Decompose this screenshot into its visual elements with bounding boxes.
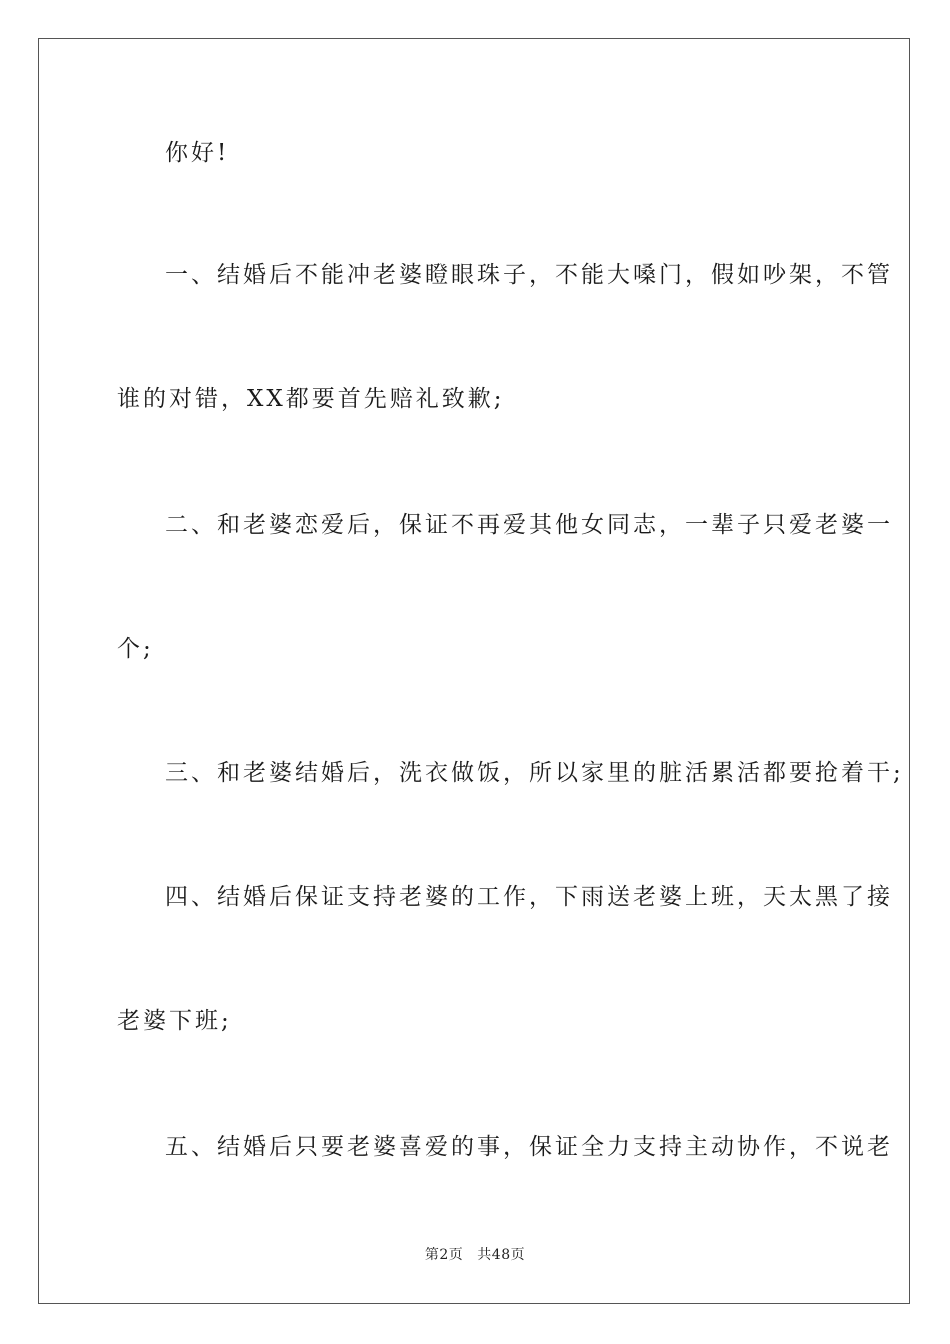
paragraph-line: 一、结婚后不能冲老婆瞪眼珠子，不能大嗓门，假如吵架，不管 xyxy=(165,262,893,288)
paragraph-line: 老婆下班; xyxy=(117,1008,232,1034)
paragraph-line: 谁的对错，XX都要首先赔礼致歉; xyxy=(117,386,505,412)
page-total: 共48页 xyxy=(477,1247,526,1263)
page-frame xyxy=(38,38,910,1304)
paragraph-line: 五、结婚后只要老婆喜爱的事，保证全力支持主动协作，不说老 xyxy=(165,1134,893,1160)
page-number: 第2页 xyxy=(424,1247,464,1263)
paragraph-line: 二、和老婆恋爱后，保证不再爱其他女同志，一辈子只爱老婆一 xyxy=(165,512,893,538)
page-footer xyxy=(0,1248,950,1262)
paragraph-line: 个; xyxy=(117,636,154,662)
paragraph-line: 三、和老婆结婚后，洗衣做饭，所以家里的脏活累活都要抢着干; xyxy=(165,760,904,786)
paragraph-line: 四、结婚后保证支持老婆的工作，下雨送老婆上班，天太黑了接 xyxy=(165,884,893,910)
greeting-line: 你好! xyxy=(165,140,230,166)
